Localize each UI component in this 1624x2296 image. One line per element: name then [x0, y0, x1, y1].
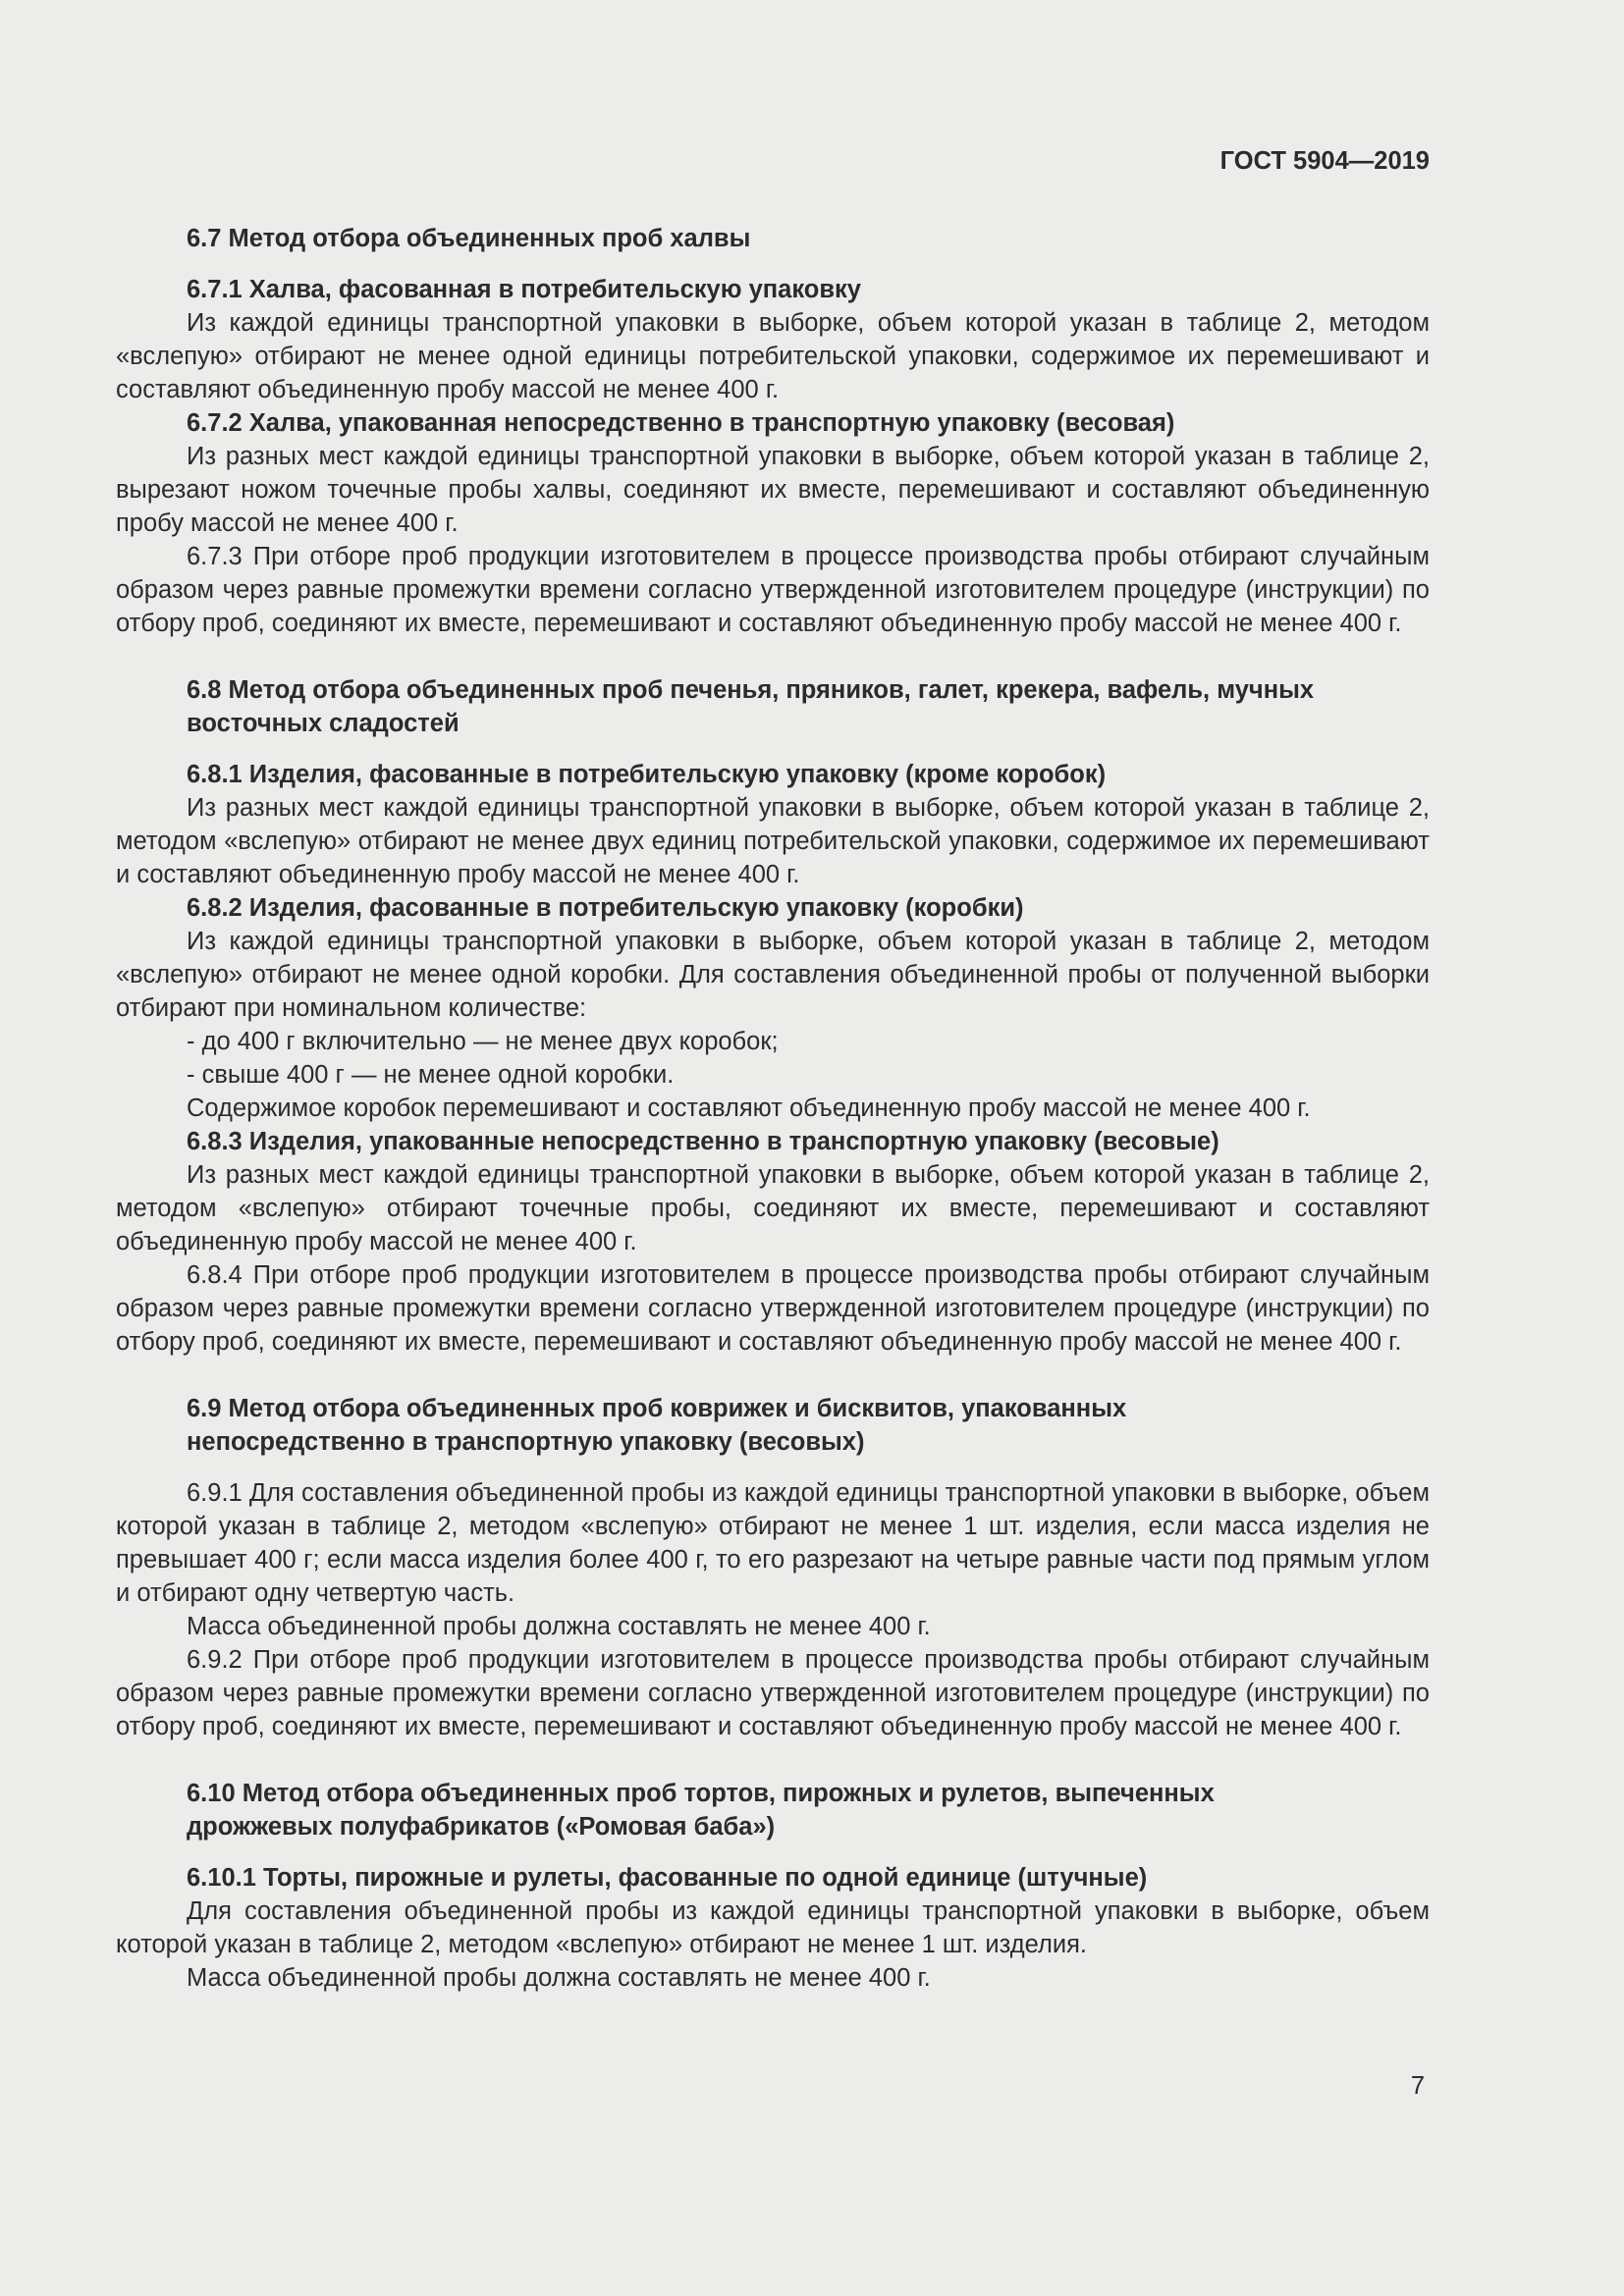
section-title-line: 6.10 Метод отбора объединенных проб тортов, пирожных и рулетов, выпеченных [187, 1780, 1215, 1807]
subsection-6-10-1-title: 6.10.1 Торты, пирожные и рулеты, фасованные по одной единице (штучные) [187, 1864, 1148, 1892]
paragraph: 6.8.4 При отборе проб продукции изготовителем в процессе производства пробы отбирают случайным образом через равные промежутки времени согласно утвержденной изготовителем процедуре (инструкции) по отбору проб, соединяют их вместе, перемешивают и составляют объединенную пробу массой не менее 400 г. [116, 1261, 1430, 1356]
paragraph: 6.9.2 При отборе проб продукции изготовителем в процессе производства пробы отбирают случайным образом через равные промежутки времени согласно утвержденной изготовителем процедуре (инструкции) по отбору проб, соединяют их вместе, перемешивают и составляют объединенную пробу массой не менее 400 г. [116, 1646, 1430, 1740]
document-code: ГОСТ 5904—2019 [1219, 147, 1430, 175]
paragraph: Содержимое коробок перемешивают и составляют объединенную пробу массой не менее 400 г. [187, 1095, 1311, 1122]
paragraph: Из разных мест каждой единицы транспортной упаковки в выборке, объем которой указан в таблице 2, вырезают ножом точечные пробы халвы, соединяют их вместе, перемешивают и составляют объединенную пробу массой не менее 400 г. [116, 443, 1430, 537]
paragraph: Из разных мест каждой единицы транспортной упаковки в выборке, объем которой указан в таблице 2, методом «вслепую» отбирают не менее двух единиц потребительской упаковки, содержимое их перемешивают и составляют объединенную пробу массой не менее 400 г. [116, 794, 1430, 888]
section-title-line: непосредственно в транспортную упаковку (весовых) [187, 1428, 865, 1456]
list-item: - свыше 400 г — не менее одной коробки. [187, 1061, 675, 1089]
subsection-6-8-1-title: 6.8.1 Изделия, фасованные в потребительскую упаковку (кроме коробок) [187, 761, 1107, 788]
section-title-line: дрожжевых полуфабрикатов («Ромовая баба») [187, 1813, 776, 1841]
paragraph: Масса объединенной пробы должна составлять не менее 400 г. [187, 1613, 931, 1640]
paragraph: Из каждой единицы транспортной упаковки в выборке, объем которой указан в таблице 2, методом «вслепую» отбирают не менее одной единицы потребительской упаковки, содержимое их перемешивают и составляют объединенную пробу массой не менее 400 г. [116, 309, 1430, 403]
subsection-6-7-2-title: 6.7.2 Халва, упакованная непосредственно в транспортную упаковку (весовая) [187, 409, 1175, 437]
subsection-6-8-3-title: 6.8.3 Изделия, упакованные непосредственно в транспортную упаковку (весовые) [187, 1128, 1219, 1155]
section-6-8-title [116, 673, 1430, 740]
paragraph: Для составления объединенной пробы из каждой единицы транспортной упаковки в выборке, объем которой указан в таблице 2, методом «вслепую» отбирают не менее 1 шт. изделия. [116, 1897, 1430, 1958]
page-content [116, 222, 1430, 1995]
section-6-10-title [116, 1777, 1430, 1843]
paragraph: Из каждой единицы транспортной упаковки в выборке, объем которой указан в таблице 2, методом «вслепую» отбирают не менее одной коробки. Для составления объединенной пробы от полученной выборки отбирают при номинальном количестве: [116, 928, 1430, 1022]
subsection-6-7-1-title: 6.7.1 Халва, фасованная в потребительскую упаковку [187, 276, 861, 303]
paragraph: 6.9.1 Для составления объединенной пробы из каждой единицы транспортной упаковки в выборке, объем которой указан в таблице 2, методом «вслепую» отбирают не менее 1 шт. изделия, если масса изделия не превышает 400 г; если масса изделия более 400 г, то его разрезают на четыре равные части под прямым углом и отбирают одну четвертую часть. [116, 1479, 1430, 1607]
page-number: 7 [1410, 2072, 1425, 2100]
subsection-6-8-2-title: 6.8.2 Изделия, фасованные в потребительскую упаковку (коробки) [187, 894, 1024, 922]
section-title-line: 6.8 Метод отбора объединенных проб печенья, пряников, галет, крекера, вафель, мучных [187, 676, 1315, 704]
section-6-7-title: 6.7 Метод отбора объединенных проб халвы [187, 225, 751, 252]
section-title-line: восточных сладостей [187, 710, 460, 737]
paragraph: Из разных мест каждой единицы транспортной упаковки в выборке, объем которой указан в таблице 2, методом «вслепую» отбирают точечные пробы, соединяют их вместе, перемешивают и составляют объединенную пробу массой не менее 400 г. [116, 1161, 1430, 1255]
list-item: - до 400 г включительно — не менее двух коробок; [187, 1028, 779, 1055]
paragraph: 6.7.3 При отборе проб продукции изготовителем в процессе производства пробы отбирают случайным образом через равные промежутки времени согласно утвержденной изготовителем процедуре (инструкции) по отбору проб, соединяют их вместе, перемешивают и составляют объединенную пробу массой не менее 400 г. [116, 543, 1430, 637]
section-title-line: 6.9 Метод отбора объединенных проб коврижек и бисквитов, упакованных [187, 1395, 1127, 1422]
paragraph: Масса объединенной пробы должна составлять не менее 400 г. [187, 1964, 931, 1992]
section-6-9-title [116, 1392, 1430, 1459]
